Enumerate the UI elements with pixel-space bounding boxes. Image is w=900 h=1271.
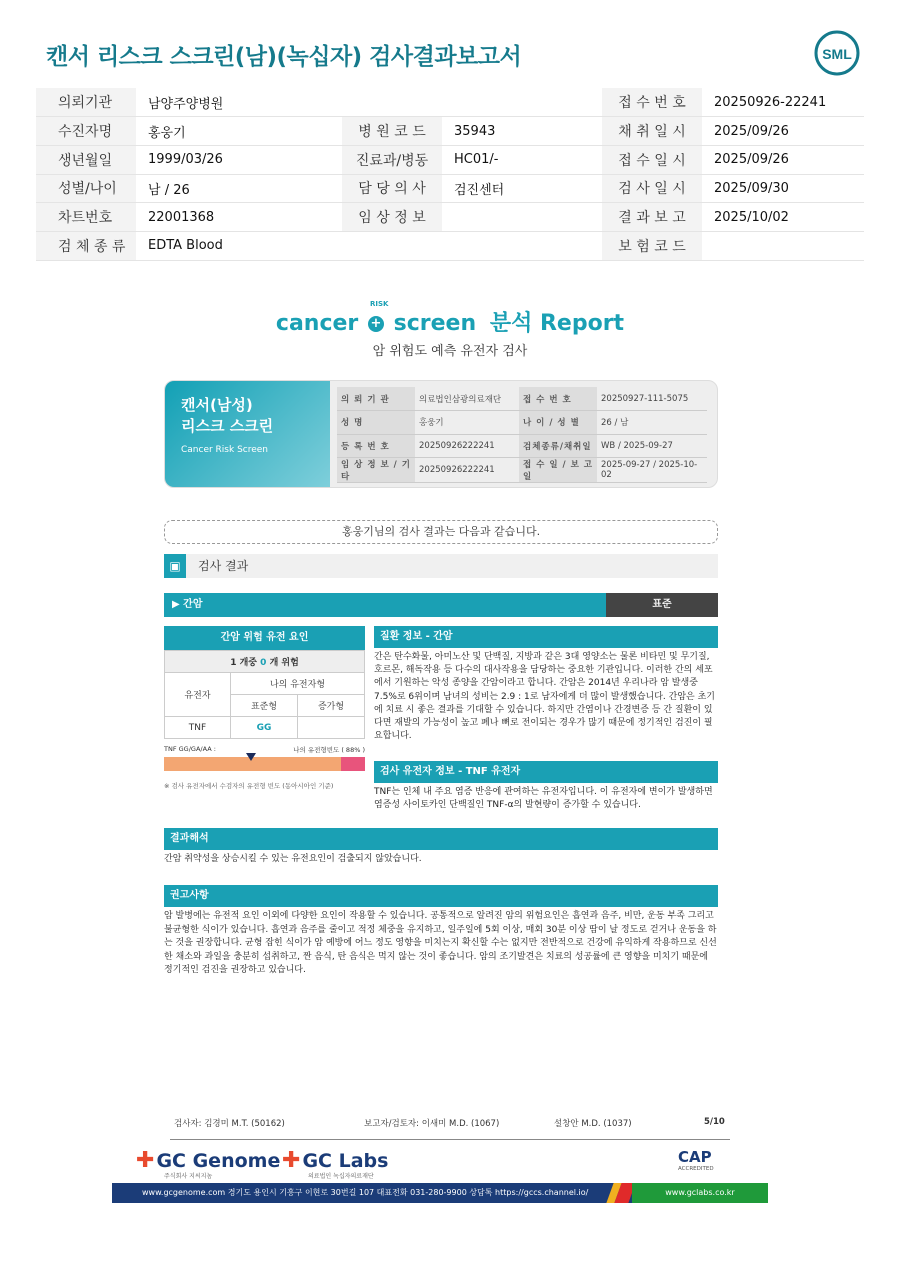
gc-genome-logo: ✚ GC Genome 주식회사 지씨지놈 [136, 1148, 281, 1180]
info-label [342, 231, 442, 260]
footer-bar [112, 1183, 768, 1203]
info-label [342, 88, 442, 117]
info-label: 의뢰기관 [36, 88, 136, 117]
sml-logo-text: SML [822, 46, 852, 62]
section-title: 검사 결과 [198, 559, 249, 573]
interpretation-body: 간암 취약성을 상승시킬 수 있는 유전요인이 검출되지 않았습니다. [164, 854, 422, 864]
info-label: 접 수 일 시 [602, 145, 702, 174]
info-label: 보 험 코 드 [602, 231, 702, 260]
genetic-table [164, 650, 365, 739]
info-label: 병 원 코 드 [342, 117, 442, 146]
info-value: 남양주양병원 [136, 88, 342, 117]
footer-address: www.gcgenome.com 경기도 용인시 기흥구 이현로 30번길 107 대표전화 031-280-9900 상담톡 https://gccs.channel.io/ [142, 1188, 589, 1197]
info-value: 2025/10/02 [702, 203, 864, 232]
frequency-bar [164, 757, 365, 771]
advice-body: 암 발병에는 유전적 요인 이외에 다양한 요인이 작용할 수 있습니다. 공통적으로 알려진 암의 위험요인은 흡연과 음주, 비만, 운동 부족 그리고 불균형한 식이가 있습니다. 흡연과 음주를 줄이고 적정 체중을 유지하고, 일주일에 5회 이상, 매회 30분 이상 땀이 날 정도로 걷거나 운동을 하는 것을 권장합니다. 균형 잡힌 식이가 암 예방에 어느 정도 영향을 미치는지 확신할 수는 없지만 전반적으로 건강에 유익하게 작용하므로 신선한 채소와 과일을 충분히 섭취하고, 짠 음식, 탄 음식은 먹지 않는 것이 좋습니다. 암의 조기발견은 치료의 성공률에 큰 영향을 미치기 때문에 정기적인 검진을 권장하고 있습니다. [164, 911, 717, 976]
info-label: 담 당 의 사 [342, 174, 442, 203]
increase-value [298, 717, 365, 739]
col-standard: 표준형 [231, 695, 298, 717]
genotype-value: GG [231, 717, 298, 739]
info-value [442, 203, 602, 232]
info-label: 결 과 보 고 [602, 203, 702, 232]
card-row [337, 458, 707, 483]
frequency-marker-icon [246, 753, 256, 761]
info-row [36, 203, 864, 232]
frequency-note: ※ 검사 유전자에서 수검자의 유전형 빈도 (동아시아인 기준) [164, 782, 334, 790]
info-label: 접 수 번 호 [602, 88, 702, 117]
interpretation-header: 결과해석 [164, 828, 718, 850]
card-value: WB / 2025-09-27 [597, 434, 707, 458]
info-label: 진료과/병동 [342, 145, 442, 174]
doctor: 설창안 M.D. (1037) [554, 1119, 632, 1129]
interpretation-panel [164, 828, 718, 867]
info-label: 채 취 일 시 [602, 117, 702, 146]
genetic-factor-box [164, 626, 365, 790]
legend-left: TNF GG/GA/AA : [164, 745, 216, 753]
card-row [337, 411, 707, 435]
footer-divider [170, 1139, 730, 1140]
card-title-2: 리스크 스크린 [181, 417, 274, 435]
my-genotype-label: 나의 유전자형 [231, 673, 365, 695]
cancer-name: ▶ 간암 [172, 599, 203, 610]
info-row [36, 145, 864, 174]
card-label: 검체종류/채취일 [519, 434, 597, 458]
info-value: EDTA Blood [136, 231, 342, 260]
gene-label: 유전자 [165, 673, 231, 717]
info-label: 수진자명 [36, 117, 136, 146]
cap-logo: CAP ACCREDITED [678, 1148, 714, 1172]
patient-info-table [36, 88, 864, 261]
card-title-1: 캔서(남성) [181, 396, 253, 414]
col-increase: 증가형 [298, 695, 365, 717]
brand-risk: RISK [369, 300, 389, 308]
frequency-legend [164, 745, 365, 757]
card-value: 20250926222241 [415, 458, 519, 483]
tester: 검사자: 김경미 M.T. (50162) [174, 1119, 285, 1129]
card-label: 나 이 / 성 별 [519, 411, 597, 435]
card-title-3: Cancer Risk Screen [181, 445, 269, 455]
info-value [442, 231, 602, 260]
brand-kr: 분석 Report [489, 311, 625, 336]
sml-logo [814, 30, 860, 76]
info-label: 임 상 정 보 [342, 203, 442, 232]
brand-title [0, 300, 900, 337]
risk-count: 1 개중 0 개 위험 [165, 651, 365, 673]
info-value: 2025/09/26 [702, 117, 864, 146]
gc-labs-logo: ✚ GC Labs 의료법인 녹십자의료재단 [282, 1148, 389, 1180]
reporter: 보고자/검토자: 이새미 M.D. (1067) [364, 1119, 500, 1129]
info-row [36, 88, 864, 117]
info-value [702, 231, 864, 260]
info-label: 검 체 종 류 [36, 231, 136, 260]
frequency-bar-high [341, 757, 365, 771]
info-value: 35943 [442, 117, 602, 146]
legend-right: 나의 유전형빈도 ( 88% ) [293, 746, 365, 754]
info-row [36, 231, 864, 260]
info-value: 2025/09/30 [702, 174, 864, 203]
cancer-status: 표준 [606, 593, 718, 617]
gc-cross-icon: ✚ [136, 1148, 155, 1173]
gene-info-body: TNF는 인체 내 주요 염증 반응에 관여하는 유전자입니다. 이 유전자에 변이가 발생하면 염증성 사이토카인 단백질인 TNF-α의 발현량이 증가할 수 있습니다. [374, 787, 713, 811]
info-value: 2025/09/26 [702, 145, 864, 174]
summary-card [164, 380, 718, 488]
info-value: 22001368 [136, 203, 342, 232]
disease-header: 질환 정보 - 간암 [374, 626, 718, 648]
info-row [36, 174, 864, 203]
info-label: 성별/나이 [36, 174, 136, 203]
result-section-header [164, 554, 718, 578]
card-label: 의 뢰 기 관 [337, 387, 415, 411]
info-value: 1999/03/26 [136, 145, 342, 174]
info-value: 검진센터 [442, 174, 602, 203]
card-info-table [337, 387, 707, 483]
genetic-header: 간암 위험 유전 요인 [164, 626, 365, 650]
card-row [337, 387, 707, 411]
info-value: 20250926-22241 [702, 88, 864, 117]
card-label: 접 수 일 / 보 고 일 [519, 458, 597, 483]
card-label: 접 수 번 호 [519, 387, 597, 411]
card-banner [165, 381, 330, 488]
card-value: 의료법인삼광의료재단 [415, 387, 519, 411]
footer-site: www.gclabs.co.kr [632, 1183, 768, 1203]
brand-right: screen [393, 311, 477, 336]
card-value: 26 / 남 [597, 411, 707, 435]
card-value: 20250926222241 [415, 434, 519, 458]
info-value: 홍웅기 [136, 117, 342, 146]
brand-plus-icon: + [368, 316, 384, 332]
disease-body: 간은 탄수화물, 아미노산 및 단백질, 지방과 같은 3대 영양소는 물론 비타민 및 무기질, 호르몬, 해독작용 등 다수의 대사작용을 담당하는 중요한 기관입니다. 이러한 간의 세포에서 기원하는 악성 종양을 간암이라고 합니다. 간암은 2014년 우리나라 암 발생중 7.5%로 6위이며 남녀의 성비는 2.9 : 1로 남자에게 더 많이 발생했습니다. 간암은 초기에 치료 시 좋은 결과를 기대할 수 있습니다. 하지만 간염이나 간경변증 등 간 질환이 있다면 재발의 가능성이 높고 폐나 뼈로 전이되는 경우가 많기 때문에 정기적인 검진이 필요합니다. [374, 652, 715, 742]
advice-header: 권고사항 [164, 885, 718, 907]
info-row [36, 117, 864, 146]
folder-icon: ▣ [164, 554, 186, 578]
disease-info-panel [374, 626, 718, 743]
greeting: 홍웅기님의 검사 결과는 다음과 같습니다. [164, 520, 718, 544]
info-value: HC01/- [442, 145, 602, 174]
advice-panel [164, 885, 718, 978]
page-number: 5/10 [704, 1117, 725, 1127]
card-label: 임 상 정 보 / 기 타 [337, 458, 415, 483]
info-value [442, 88, 602, 117]
brand-subtitle: 암 위험도 예측 유전자 검사 [372, 344, 528, 359]
gene-info-header: 검사 유전자 정보 - TNF 유전자 [374, 761, 718, 783]
card-row [337, 434, 707, 458]
card-value: 홍웅기 [415, 411, 519, 435]
info-label: 차트번호 [36, 203, 136, 232]
info-label: 검 사 일 시 [602, 174, 702, 203]
card-value: 20250927-111-5075 [597, 387, 707, 411]
report-title: 캔서 리스크 스크린(남)(녹십자) 검사결과보고서 [46, 44, 522, 70]
cancer-result-bar [164, 593, 718, 617]
gene-name: TNF [165, 717, 231, 739]
brand-left: cancer [275, 311, 359, 336]
card-value: 2025-09-27 / 2025-10-02 [597, 458, 707, 483]
card-label: 등 록 번 호 [337, 434, 415, 458]
gene-info-panel [374, 761, 718, 812]
card-label: 성 명 [337, 411, 415, 435]
info-label: 생년월일 [36, 145, 136, 174]
gc-cross-icon: ✚ [282, 1148, 301, 1173]
info-value: 남 / 26 [136, 174, 342, 203]
